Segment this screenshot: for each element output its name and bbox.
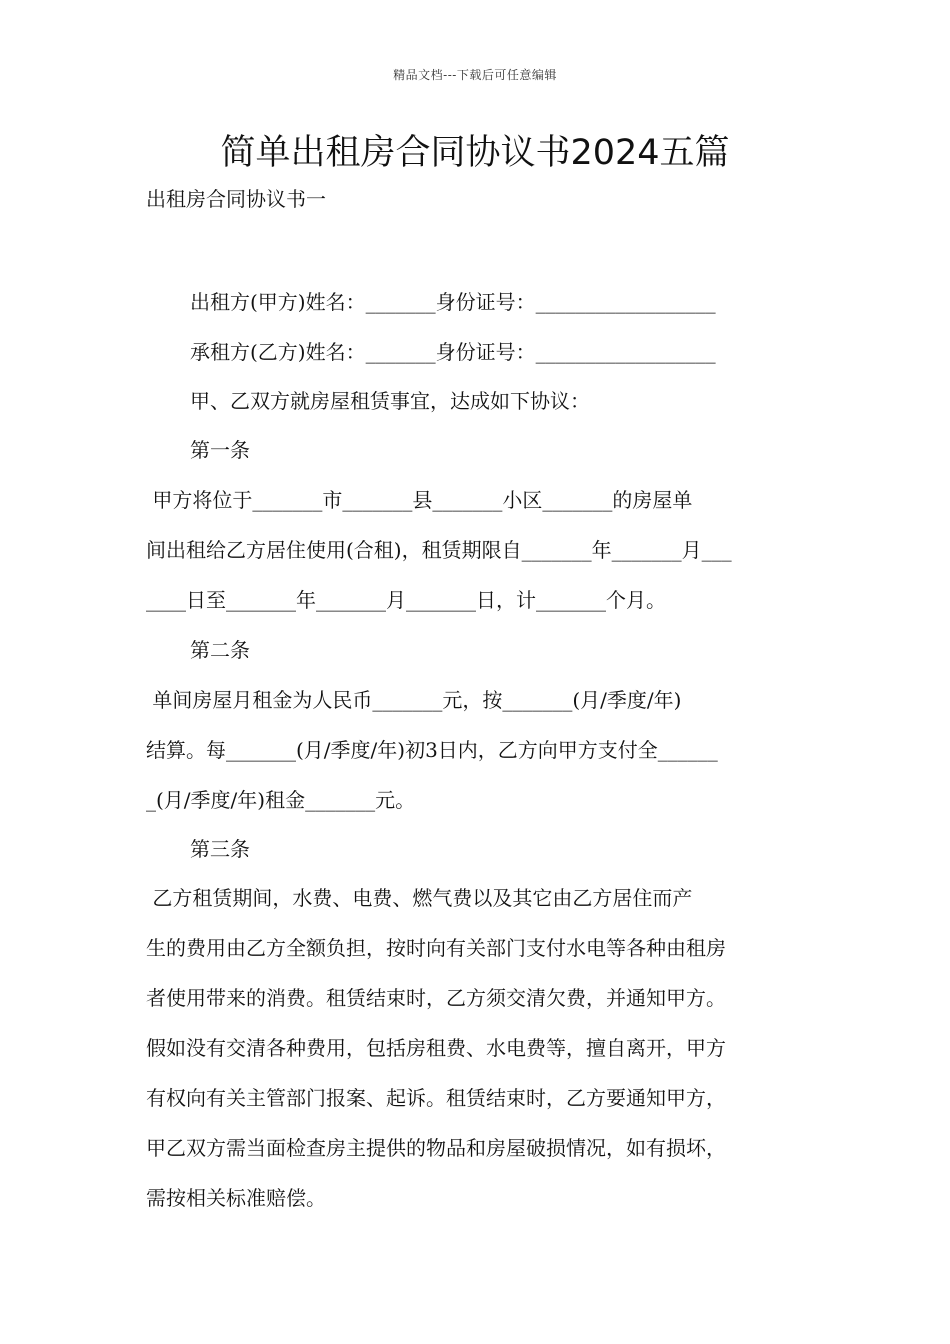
lessee-line: 承租方(乙方)姓名：_______身份证号：__________________ xyxy=(190,340,716,364)
article-2-line: _(月/季度/年)租金_______元。 xyxy=(146,788,416,812)
article-1-line: 甲方将位于_______市_______县_______小区_______的房屋单 xyxy=(146,488,693,512)
lessor-line: 出租方(甲方)姓名：_______身份证号：__________________ xyxy=(190,290,716,314)
article-3-line: 有权向有关主管部门报案、起诉。租赁结束时，乙方要通知甲方， xyxy=(146,1086,726,1110)
article-2-heading: 第二条 xyxy=(190,638,250,662)
article-3-line: 需按相关标准赔偿。 xyxy=(146,1186,326,1210)
article-3-heading: 第三条 xyxy=(190,837,250,861)
agreement-intro: 甲、乙双方就房屋租赁事宜，达成如下协议： xyxy=(190,389,590,413)
article-1-line: ____日至_______年_______月_______日，计_______个月。 xyxy=(146,588,666,612)
article-2-body xyxy=(146,685,810,835)
header-note: 精品文档---下载后可任意编辑 xyxy=(393,68,557,82)
article-3-body xyxy=(146,883,810,1233)
document-title: 简单出租房合同协议书2024五篇 xyxy=(220,133,730,173)
article-3-line: 生的费用由乙方全额负担，按时向有关部门支付水电等各种由租房 xyxy=(146,936,726,960)
article-3-line: 乙方租赁期间，水费、电费、燃气费以及其它由乙方居住而产 xyxy=(146,886,693,910)
section-subtitle: 出租房合同协议书一 xyxy=(146,187,326,211)
article-3-line: 者使用带来的消费。租赁结束时，乙方须交清欠费，并通知甲方。 xyxy=(146,986,726,1010)
article-1-heading: 第一条 xyxy=(190,438,250,462)
article-3-line: 假如没有交清各种费用，包括房租费、水电费等，擅自离开，甲方 xyxy=(146,1036,726,1060)
article-1-body xyxy=(146,485,810,635)
article-1-line: 间出租给乙方居住使用(合租)，租赁期限自_______年_______月___ xyxy=(146,538,732,562)
article-2-line: 单间房屋月租金为人民币_______元，按_______(月/季度/年) xyxy=(146,688,682,712)
article-3-line: 甲乙双方需当面检查房主提供的物品和房屋破损情况，如有损坏， xyxy=(146,1136,726,1160)
article-2-line: 结算。每_______(月/季度/年)初3日内，乙方向甲方支付全______ xyxy=(146,738,718,762)
